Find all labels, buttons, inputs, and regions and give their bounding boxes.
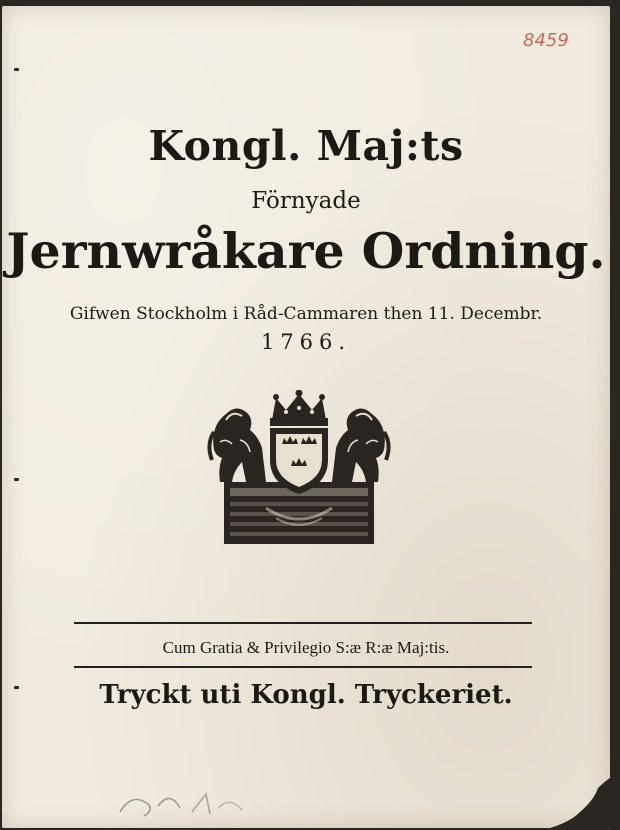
bottom-rule: [74, 666, 532, 668]
binding-stitch: [14, 478, 19, 481]
printer-imprint: Tryckt uti Kongl. Tryckeriet.: [99, 680, 513, 710]
top-rule: [74, 622, 532, 624]
binding-stitch: [14, 68, 19, 71]
title-line-1: Kongl. Maj:ts: [148, 122, 464, 170]
document-page: [2, 6, 610, 828]
handwritten-marks: [114, 782, 254, 822]
royal-coat-of-arms-icon: [206, 390, 392, 550]
title-line-3: Jernwråkare Ordning.: [6, 222, 606, 280]
given-line: Gifwen Stockholm i Råd-Cammaren then 11. Decembr.: [69, 304, 543, 324]
shelfmark-number: 8459: [523, 30, 569, 51]
title-line-2: Förnyade: [251, 188, 361, 214]
torn-corner: [550, 778, 610, 828]
year: 1766.: [260, 330, 352, 354]
privilege-line: Cum Gratia & Privilegio S:æ R:æ Maj:tis.: [162, 638, 450, 657]
